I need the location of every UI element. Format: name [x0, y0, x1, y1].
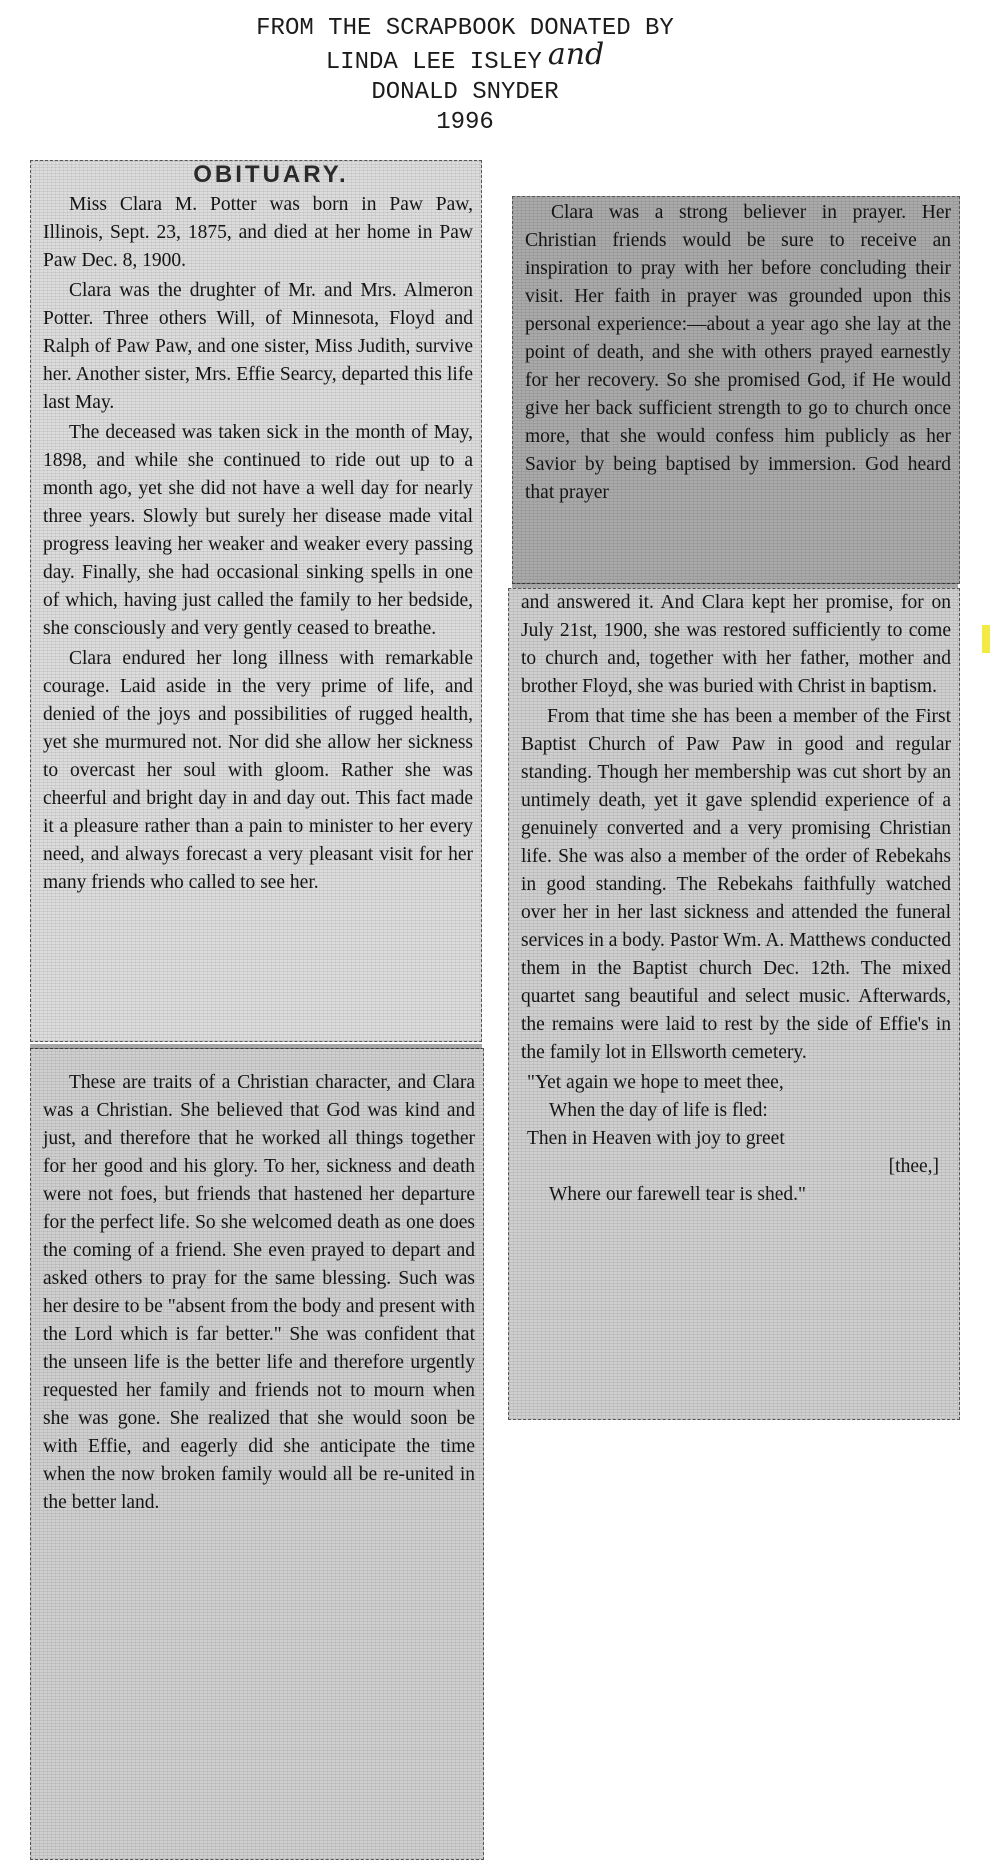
obituary-headline: OBITUARY. — [193, 161, 349, 188]
handwritten-and: and — [547, 37, 605, 72]
fold-crease — [512, 583, 958, 588]
column-2-text-top — [513, 197, 959, 507]
highlighter-mark — [982, 625, 990, 653]
column-1-text-top — [31, 161, 481, 897]
paragraph: From that time she has been a member of the First Baptist Church of Paw Paw in good and regular standing. Though her membership was cut short by an untimely death, yet it gave splendid experience of a genuinely converted and a very promising Christian life. She was also a member of the order of Rebekahs in good standing. The Rebekahs faithfully watched over her in her last sickness and attended the funeral services in a body. Pastor Wm. A. Matthews conducted them in the Baptist church Dec. 12th. The mixed quartet sang beautiful and select music. Afterwards, the remains were laid to rest by the side of Effie's in the family lot in Ellsworth cemetery. — [521, 706, 951, 1063]
header-line-1: FROM THE SCRAPBOOK DONATED BY — [256, 15, 674, 42]
clipping-column-2-bottom — [508, 588, 960, 1420]
header-donor-1: LINDA LEE ISLEY — [325, 49, 542, 76]
header-year: 1996 — [436, 109, 494, 136]
paragraph: and answered it. And Clara kept her promise, for on July 21st, 1900, she was restored sufficiently to come to church and, together with her father, mother and brother Floyd, she was buried with Christ in baptism. — [521, 592, 951, 697]
closing-poem — [509, 1069, 959, 1209]
clipping-column-1-bottom — [30, 1048, 484, 1860]
poem-line: [thee,] — [888, 1156, 939, 1177]
clipping-column-1-top — [30, 160, 482, 1042]
paragraph: Clara endured her long illness with remarkable courage. Laid aside in the very prime of life, and denied of the joys and possibilities of rugged health, yet she murmured not. Nor did she allow her sickness to overcast her soul with gloom. Rather she was cheerful and bright day in and day out. This fact made it a pleasure rather than a pain to minister to her every need, and always forecast a very pleasant visit for her many friends who called to see her. — [43, 648, 473, 893]
fold-crease — [30, 1044, 482, 1049]
column-2-text-bottom — [509, 589, 959, 1067]
paragraph: These are traits of a Christian character, and Clara was a Christian. She believed that God was kind and just, and therefore that he worked all things together for her good and his glory. To her, sickness and death were not foes, but friends that hastened her departure for the perfect life. So she welcomed death as one does the coming of a friend. She even prayed to depart and asked others to pray for the same blessing. Such was her desire to be "absent from the body and present with the Lord which is far better." She was confident that the unseen life is the better life and therefore urgently requested her family and friends not to mourn when she was gone. She realized that she would soon be with Effie, and eagerly did she anticipate the time when the now broken family would all be re-united in the better land. — [43, 1072, 475, 1513]
poem-line: Where our farewell tear is shed." — [549, 1184, 807, 1205]
column-1-text-bottom — [31, 1049, 483, 1517]
header-line-3: DONALD SNYDER — [371, 79, 559, 106]
clipping-column-2-top — [512, 196, 960, 584]
donation-header — [0, 14, 930, 138]
paragraph: Clara was a strong believer in prayer. Her Christian friends would be sure to receive an inspiration to pray with her before concluding their visit. Her faith in prayer was grounded upon this personal experience:—about a year ago she lay at the point of death, and she with others prayed earnestly for her recovery. So she promised God, if He would give her back sufficient strength to go to church once more, that she would confess him publicly as her Savior by being baptised by immersion. God heard that prayer — [525, 202, 951, 503]
poem-line: "Yet again we hope to meet thee, — [527, 1072, 784, 1093]
paragraph: The deceased was taken sick in the month of May, 1898, and while she continued to ride out up to a month ago, yet she did not have a well day for nearly three years. Slowly but surely her disease made vital progress leaving her weaker and weaker every passing day. Finally, she had occasional sinking spells in one of which, having just called the family to her bedside, she consciously and very gently ceased to breathe. — [43, 422, 473, 639]
header-line-2 — [0, 37, 930, 78]
poem-line: Then in Heaven with joy to greet — [527, 1128, 785, 1149]
paragraph: Clara was the drughter of Mr. and Mrs. Almeron Potter. Three others Will, of Minnesota, Floyd and Ralph of Paw Paw, and one sister, Miss Judith, survive her. Another sister, Mrs. Effie Searcy, departed this life last May. — [43, 280, 473, 413]
poem-line: When the day of life is fled: — [549, 1100, 768, 1121]
paragraph: Miss Clara M. Potter was born in Paw Paw, Illinois, Sept. 23, 1875, and died at her home in Paw Paw Dec. 8, 1900. — [43, 194, 473, 271]
